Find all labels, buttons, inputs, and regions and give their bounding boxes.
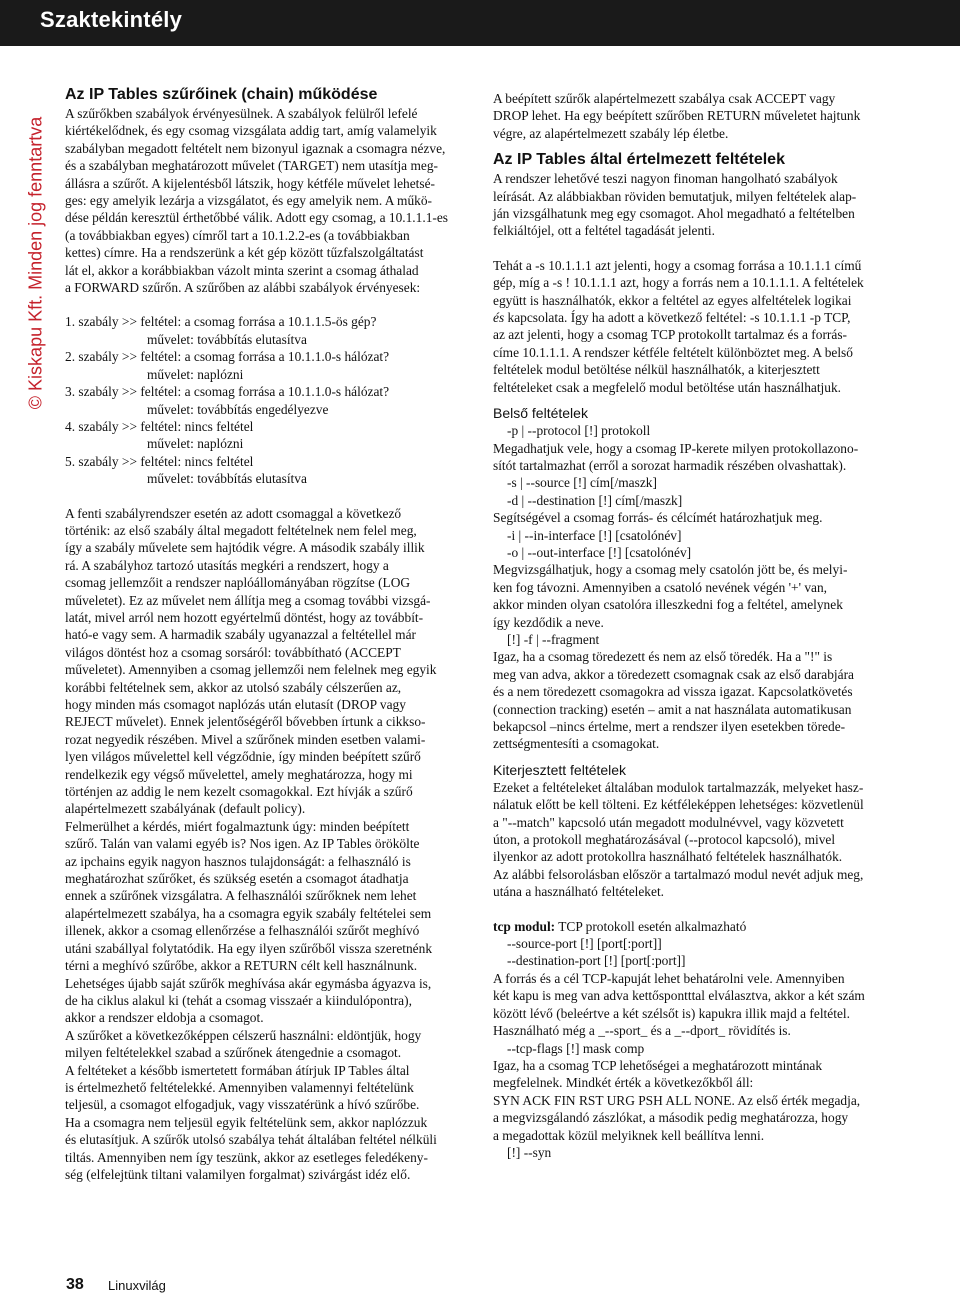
module-name: tcp modul: (493, 918, 556, 934)
right-column (493, 90, 893, 1161)
copyright-vertical (26, 98, 46, 428)
paragraph: A szűrőkben szabályok érvényesülnek. A szabályok felülről lefelé kiértékelődnek, és egy csomag vizsgálata addig tart, amíg valamelyik szabályban megadott feltételt nem bizonyul igaznak a csomagra nézve, és a szabályban meghatározott művelet (TARGET) nem utasítja meg- állásra a szűrőt. A kijelentésből látszik, hogy kétféle művelet lehetsé- ges: egy amelyik lezárja a vizsgálatot, és egy amelyik nem. A műkö- dése példán keresztül érthetőbbé válik. Adott egy csomag, a 10.1.1.1-es (a továbbiakban egyes) címről tart a 10.1.2.2-es (a továbbiakban kettes) címre. Ha a rendszerünk a két gép között tűzfalszolgáltatást lát el, akkor a korábbiakban vázolt minta szerint a csomag áthalad a FORWARD szűrőn. A szűrőben az alábbi szabályok érvényesek: (65, 106, 449, 296)
paragraph: A beépített szűrők alapértelmezett szabálya csak ACCEPT vagy DROP lehet. Ha egy beépített szűrőben RETURN műveletet hajtunk végre, az alapértelmezett szabály lép életbe. (493, 91, 861, 141)
option-description: Segítségével a csomag forrás- és célcímét határozhatjuk meg. (493, 510, 823, 526)
rule-condition: 5. szabály >> feltétel: nincs feltétel (65, 453, 254, 469)
italic-word: és (493, 310, 505, 326)
section-label: Szaktekintély (40, 7, 183, 32)
paragraph: A rendszer lehetővé teszi nagyon finoman hangolható szabályok leírását. Az alábbiakban röviden bemutatjuk, milyen feltételek alap- ján vizsgálhatunk meg egy csomagot. Ahol megadható a feltételben felkiáltójel, ott a feltétel tagadását jelenti. (493, 171, 857, 239)
option-syntax: -s | --source [!] cím[/maszk] (507, 475, 657, 491)
paragraph: Ezeket a feltételeket általában modulok tartalmazzák, melyeket hasz- nálatuk előtt be kell tölteni. Ez kétféleképpen lehetséges: közvetlenül a "--match" kapcsoló után megadott modulnévvel, vagy közvetett úton, a protokoll meghatározásával (--protocol kapcsoló), mivel ilyenkor az adott protokollra használható feltételek használhatók. Az alábbi felsorolásban először a tartalmazó modul nevét adjuk meg, utána a használható feltételeket. (493, 779, 864, 900)
rule-action: művelet: továbbítás engedélyezve (147, 401, 329, 417)
rule-condition: 2. szabály >> feltétel: a csomag forrása a 10.1.1.0-s hálózat? (65, 349, 390, 365)
option-syntax: [!] -f | --fragment (507, 631, 600, 647)
option-description: Igaz, ha a csomag TCP lehetőségei a meghatározott mintának megfelelnek. Mindkét érték a következőkből áll: SYN ACK FIN RST URG PSH ALL NONE. Az első érték megadja, a megvizsgálandó zászlókat, a második pedig meghatározza, hogy a megadottak közül melyiknek kell beállítva lenni. (493, 1057, 861, 1143)
section-title-conditions: Az IP Tables által értelmezett feltételek (493, 151, 785, 169)
module-heading: tcp modul: TCP protokoll esetén alkalmazható (493, 918, 747, 934)
subsection-title-extended: Kiterjesztett feltételek (493, 761, 627, 778)
option-description: Megvizsgálhatjuk, hogy a csomag mely csatolón jött be, és melyi- ken fog távozni. Amennyiben a csatoló nevének végén '+' van, akkor minden olyan csatolóra illeszkedni fog a feltétel, amelynek így kezdődik a neve. (493, 562, 848, 630)
rule-condition: 4. szabály >> feltétel: nincs feltétel (65, 418, 254, 434)
section-title-chains: Az IP Tables szűrőinek (chain) működése (65, 86, 378, 103)
rule-action: művelet: naplózni (147, 436, 244, 452)
paragraph: A fenti szabályrendszer esetén az adott csomaggal a következő történik: az első szabály által megadott feltételnek nem felel meg, így a szabály művelete sem hajtódik végre. A második szabály illik rá. A szabályhoz tartozó utasítás megkéri a rendszert, hogy a csomag jellemzőit a rendszer naplóállományában rögzítse (LOG műveletet). Ez az művelet nem állítja meg a csomag további vizsgá- latát, mivel arról nem hozott egyértelmű döntést, hogy az továbbít- ható-e vagy sem. A harmadik szabály ugyanazzal a feltétellel már világos döntést hoz a csomag sorsáról: továbbítható (ACCEPT műveletet). Amennyiben a csomag jellemzői nem felelnek meg egyik korábbi feltételnek sem, akkor az utolsó szabály célszerűen az, hogy minden más csomagot naplózás után elutasít (DROP vagy REJECT művelet). Ennek jelentőségéről bővebben írtunk a cikkso- rozat negyedik részében. Mivel a szűrőnek minden esetben valami- lyen világos művelettel kell végződnie, így minden beépített szűrő rendelkezik egy végső művelettel, amely meghatározza, hogy mi történjen az addig le nem kezelt csomagokkal. Ezt hívják a szűrő alapértelmezett szabályának (default policy). (65, 505, 437, 817)
rule-action: művelet: továbbítás elutasítva (147, 471, 307, 487)
paragraph: Felmerülhet a kérdés, miért fogalmaztunk úgy: minden beépített szűrő. Talán van valami egyéb is? Nos igen. Az IP Tables örökölte az ipchains egyik nagyon hasznos tulajdonságát: a felhasználó is meghatározhat szűrőket, és szükség esetén a csomagot átadhatja ennek a szűrőnek vizsgálatra. A felhasználói szűrőknek nem lehet alapértelmezett szabálya, ha a csomagra egyik szabály feltételei sem illenek, akkor a csomag ellenőrzése a felhasználói szűrőt meghívó utáni szabállyal folytatódik. Ha egy ilyen szűrőből vissza szeretnénk térni a meghívó szűrőbe, akkor a RETURN célt kell használnunk. Lehetséges újabb saját szűrők meghívása akár egymásba ágyazva is, de ha ciklus alakul ki (tehát a csomag visszaér a kiindulópontra), akkor a rendszer eldobja a csomagot. (65, 818, 433, 1026)
option-syntax: -p | --protocol [!] protokoll (507, 423, 651, 439)
option-description: Megadhatjuk vele, hogy a csomag IP-kerete milyen protokollazono- sítót tartalmazhat (erről a sorozat harmadik részében olvashattak). (493, 440, 859, 473)
option-syntax: -o | --out-interface [!] [csatolónév] (507, 544, 692, 560)
option-description: Igaz, ha a csomag töredezett és nem az első töredék. Ha a "!" is meg van adva, akkor a töredezett csomagnak csak az első darabjára és a nem töredezett csomagokra ad vissza igazat. Kapcsolatkövetés (connection tracking) esetén – amit a nat használata automatikusan bekapcsol –nincs értelme, mert a rendszer ilyen esetekben törede- zettségmentesíti a csomagokat. (493, 649, 854, 752)
header-bar (0, 0, 960, 46)
paragraph: Tehát a -s 10.1.1.1 azt jelenti, hogy a csomag forrása a 10.1.1.1 című gép, míg a -s ! 10.1.1.1 azt, hogy a forrás nem a 10.1.1.1. A feltételek együtt is használhatók, ekkor a feltétel az egyes alfeltételek logikai és kapcsolata. Így ha adott a következő feltétel: -s 10.1.1.1 -p TCP, az azt jelenti, hogy a csomag TCP protokollt tartalmaz és a forrás- címe 10.1.1.1. A rendszer kétféle feltételt különböztet meg. A belső feltételek modul betöltése nélkül használhatók, a kiterjesztett feltételeket csak a megfelelő modul betöltése után használhatjuk. (493, 257, 864, 395)
left-column (65, 85, 475, 1183)
option-syntax: -d | --destination [!] cím[/maszk] (507, 492, 683, 508)
page-number: 38 (66, 1276, 84, 1293)
option-description: A forrás és a cél TCP-kapuját lehet behatárolni vele. Amennyiben két kapu is meg van adva kettőspontttal elválasztva, akkor a két szám között lévő (beleértve a két szélsőt is) kapukra illik majd a feltétel. Használható még a _--sport_ és a _--dport_ rövidítés is. (493, 970, 865, 1039)
option-syntax: --tcp-flags [!] mask comp (507, 1040, 645, 1056)
rule-action: művelet: naplózni (147, 366, 244, 382)
rule-condition: 3. szabály >> feltétel: a csomag forrása a 10.1.1.0-s hálózat? (65, 384, 390, 400)
rule-condition: 1. szabály >> feltétel: a csomag forrása a 10.1.1.5-ös gép? (65, 314, 377, 330)
option-syntax: -i | --in-interface [!] [csatolónév] (507, 527, 682, 543)
rule-list (65, 313, 475, 487)
copyright-text: © Kiskapu Kft. Minden jog fenntartva (25, 116, 46, 410)
rule-action: művelet: továbbítás elutasítva (147, 331, 307, 347)
magazine-name: Linuxvilág (108, 1278, 166, 1293)
option-syntax: --destination-port [!] [port[:port]] (507, 953, 686, 969)
paragraph: A szűrőket a következőképpen célszerű használni: eldöntjük, hogy milyen feltételekkel szabad a szűrőnek átengednie a csomagot. A feltéteket a később ismertetett formában átírjuk IP Tables által is értelmezhető feltételekké. Amennyiben valamennyi feltételünk teljesül, a csomagot elfogadjuk, vagy visszatérünk a hívó szűrőbe. Ha a csomagra nem teljesül egyik feltételünk sem, akkor naplózzuk és elutasítjuk. A szűrők utolsó szabálya tehát általában feltétel nélküli tiltás. Amennyiben nem így teszünk, akkor az esetleges feledékeny- ség (elfelejtünk tiltani valamilyen forgalmat) szivárgást idéz elő. (65, 1027, 437, 1182)
option-syntax: [!] --syn (507, 1144, 552, 1160)
subsection-title-internal: Belső feltételek (493, 405, 588, 422)
option-syntax: --source-port [!] [port[:port]] (507, 936, 662, 952)
